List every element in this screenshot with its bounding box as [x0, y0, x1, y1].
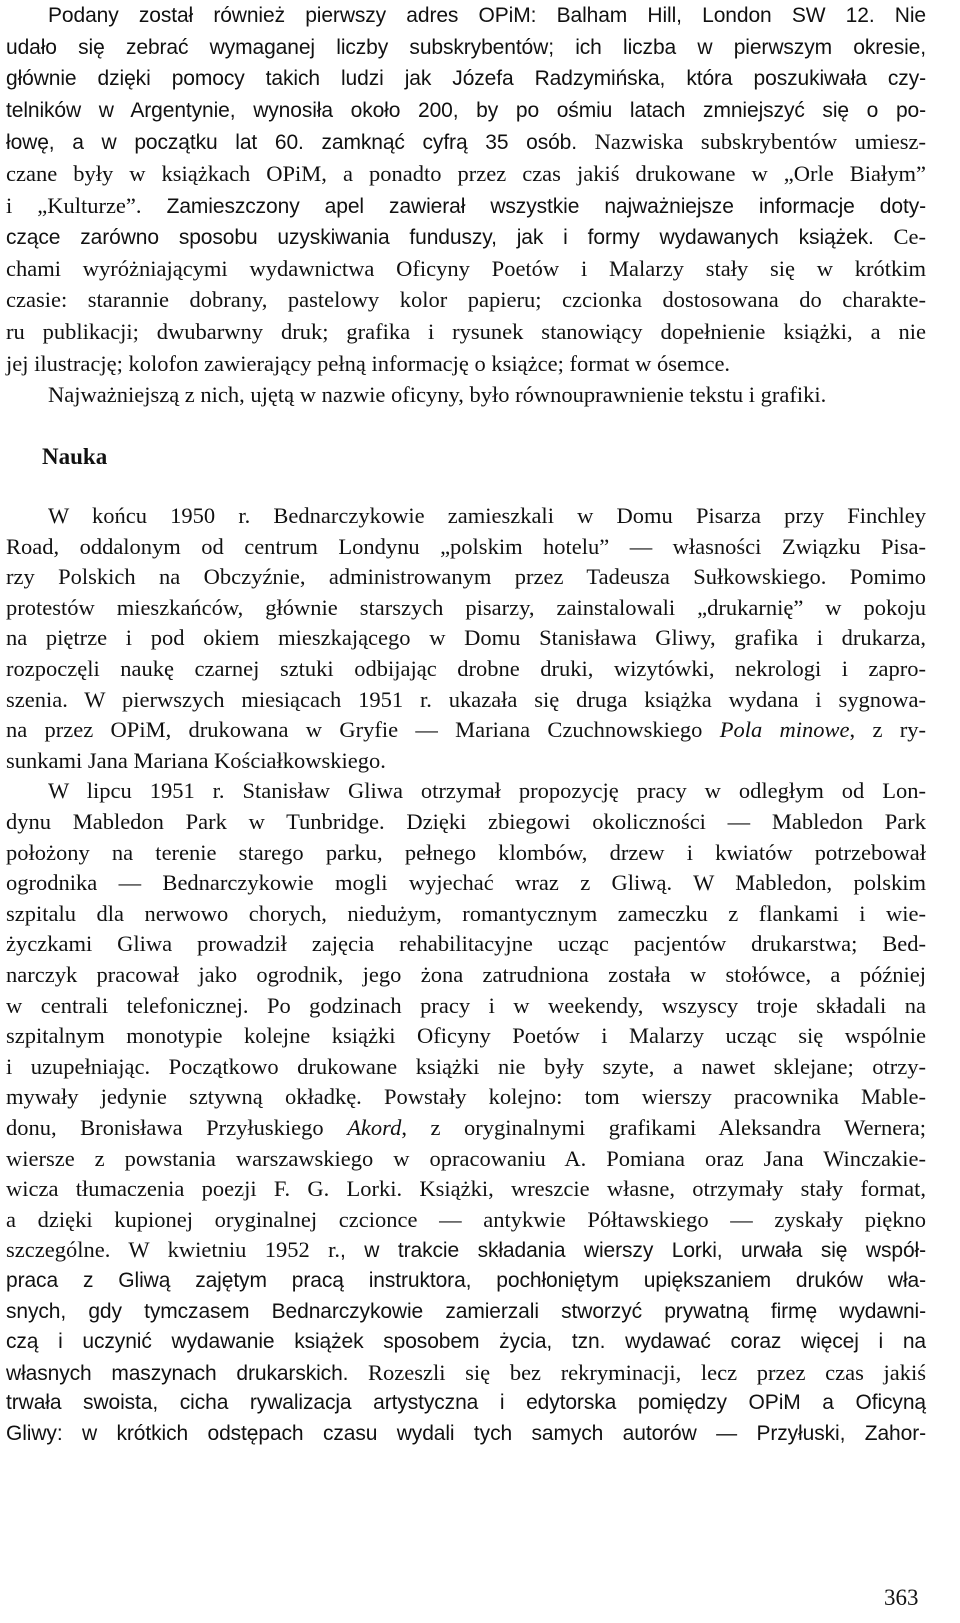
text-run: i „Kulturze”.: [6, 192, 142, 218]
text-run: telników w Argentynie, wynosiła około 200, by po ośmiu latach zmniejszyć się o po-: [6, 98, 926, 122]
text-line: [6, 1143, 926, 1174]
text-run: szpitalu dla nerwowo chorych, niedużym, romantycznym zameczku z flankami i wie-: [6, 900, 926, 926]
text-line: [6, 379, 926, 410]
text-run: trwała swoista, cicha rywalizacja artystyczna i edytorska pomiędzy OPiM a Oficyną: [6, 1391, 926, 1415]
text-line: [6, 1234, 926, 1265]
text-line: [6, 775, 926, 806]
text-run: Podany został również pierwszy adres OPiM: Balham Hill, London SW 12. Nie: [48, 4, 926, 27]
text-run: protestów mieszkańców, głównie starszych pisarzy, zainstalowali „drukarnię” w pokoju: [6, 594, 926, 620]
text-run: mywały jedynie sztywną okładkę. Powstały kolejno: tom wierszy pracownika Mable-: [6, 1084, 926, 1110]
text-run: rozpoczęli naukę czarnej sztuki odbijając drobne druki, wizytówki, nekrologi i zapro-: [6, 656, 926, 681]
text-run: Road, oddalonym od centrum Londynu „polskim hotelu” — własności Związku Pisa-: [6, 533, 926, 559]
text-line: [6, 1418, 926, 1449]
text-run: chami wyróżniającymi wydawnictwa Oficyny Poetów i Malarzy stały się w krótkim: [6, 255, 926, 281]
text-run: ogrodnika — Bednarczykowie mogli wyjechać wraz z Gliwą. W Mabledon, polskim: [6, 870, 926, 896]
text-line: [6, 32, 926, 63]
text-run: głównie dzięki pomocy takich ludzi jak Józefa Radzymińska, która poszukiwała czy-: [6, 67, 926, 91]
text-line: [6, 531, 926, 562]
text-line: [6, 990, 926, 1021]
text-run: czane były w książkach OPiM, a ponadto przez czas jakiś drukowane w „Orle Białym”: [6, 161, 926, 186]
text-line: [6, 653, 926, 684]
text-run: , z oryginalnymi grafikami Aleksandra Wernera;: [401, 1115, 926, 1140]
text-run: wiersze z powstania warszawskiego w opracowaniu A. Pomiana oraz Jana Winczakie-: [6, 1145, 926, 1171]
text-line: [6, 898, 926, 929]
text-run: własnych maszynach drukarskich.: [6, 1361, 349, 1385]
text-line: [6, 714, 926, 745]
text-line: [6, 1357, 926, 1388]
text-run: i uzupełniając. Początkowo drukowane książki nie były szyte, a nawet sklejane; otrzy-: [6, 1053, 926, 1079]
section-heading: Nauka: [42, 444, 108, 469]
text-run: Rozeszli się bez rekryminacji, lecz przez czas jakiś: [348, 1359, 926, 1385]
text-run: W końcu 1950 r.: [48, 503, 251, 528]
text-run: na przez OPiM, drukowana w Gryfie — Mariana Czuchnowskiego: [6, 717, 720, 743]
text-line: [6, 1265, 926, 1296]
text-line: [6, 622, 926, 653]
text-line: [6, 592, 926, 623]
text-line: [6, 1112, 926, 1143]
text-run: jej ilustrację; kolofon zawierający pełną informację o książce; format w ósemce.: [6, 350, 731, 376]
text-run: Nazwiska subskrybentów umiesz-: [577, 129, 926, 155]
text-run: życzkami Gliwa prowadził zajęcia rehabilitacyjne ucząc pacjentów drukarstwa; Bed-: [6, 931, 926, 957]
text-run: , z ry-: [849, 717, 926, 743]
text-line: [6, 1173, 926, 1204]
text-line: [6, 126, 926, 157]
text-line: [6, 500, 926, 531]
text-line: [6, 253, 926, 284]
text-line: [6, 284, 926, 315]
text-run: sunkami Jana Mariana Kościałkowskiego.: [6, 747, 386, 773]
text-run: ru publikacji; dwubarwny druk; grafika i rysunek stanowiący dopełnienie książki, a nie: [6, 319, 926, 344]
italic-title: Pola minowe: [719, 717, 850, 743]
text-line: [6, 1204, 926, 1235]
text-run: w centrali telefonicznej. Po godzinach pracy i w weekendy, wszyscy troje składali na: [6, 992, 926, 1018]
text-line: [6, 867, 926, 898]
text-line: [6, 561, 926, 592]
text-line: [6, 221, 926, 252]
text-run: szpitalnym monotypie kolejne książki Oficyny Poetów i Malarzy ucząc się wspólnie: [6, 1023, 926, 1049]
text-line: [6, 1387, 926, 1418]
text-run: szenia. W pierwszych miesiącach 1951 r. ukazała się druga książka wydana i sygnowa-: [6, 686, 926, 712]
text-run: udało się zebrać wymaganej liczby subskrybentów; ich liczba w pierwszym okresie,: [6, 35, 926, 59]
text-line: [6, 0, 926, 31]
text-line: [6, 1051, 926, 1082]
text-run: łowę, a w początku lat 60. zamknąć cyfrą 35 osób.: [6, 131, 577, 155]
text-run: rzy Polskich na Obczyźnie, administrowanym przez Tadeusza Sułkowskiego. Pomimo: [6, 564, 926, 590]
text-run: praca z Gliwą zajętym pracą instruktora, pochłoniętym upiększaniem druków wła-: [6, 1269, 926, 1292]
text-line: [6, 1326, 926, 1357]
text-run: szczególne. W kwietniu 1952 r.: [6, 1237, 341, 1263]
text-run: W lipcu 1951 r. Stanisław Gliwa otrzymał propozycję pracy w odległym od Lon-: [48, 778, 926, 804]
text-line: [6, 928, 926, 959]
text-run: Zamieszczony apel zawierał wszystkie najważniejsze informacje doty-: [141, 194, 926, 218]
text-line: [6, 806, 926, 837]
text-run: a dzięki kupionej oryginalnej czcionce — antykwie Półtawskiego — zyskały piękno: [6, 1206, 926, 1232]
text-run: dynu Mabledon Park w Tunbridge. Dzięki zbiegowi okoliczności — Mabledon Park: [6, 809, 926, 834]
italic-title: Akord: [347, 1115, 402, 1140]
text-line: [6, 316, 926, 347]
text-line: [6, 837, 926, 868]
text-run: Ce-: [873, 224, 926, 250]
text-line: [6, 190, 926, 221]
text-run: Najważniejszą z nich, ujętą w nazwie oficyny, było równouprawnienie tekstu i grafiki.: [48, 382, 827, 408]
text-run: snych, gdy tymczasem Bednarczykowie zamierzali stworzyć prywatną firmę wydawni-: [6, 1299, 926, 1323]
text-line: [6, 959, 926, 990]
text-line: [6, 745, 926, 776]
text-line: [6, 95, 926, 126]
text-run: narczyk pracował jako ogrodnik, jego żona zatrudniona została w stołówce, a później: [6, 962, 926, 987]
text-line: [6, 1296, 926, 1327]
text-line: [6, 1020, 926, 1051]
text-line: [6, 348, 926, 379]
text-run: Bednarczykowie zamieszkali w Domu Pisarza przy Finchley: [250, 503, 926, 528]
text-run: wicza tłumaczenia poezji F. G. Lorki. Książki, wreszcie własne, otrzymały stały format,: [6, 1176, 926, 1202]
text-line: [6, 1081, 926, 1112]
text-run: czące zarówno sposobu uzyskiwania funduszy, jak i formy wydawanych książek.: [6, 226, 874, 250]
page-number: 363: [884, 1585, 919, 1610]
text-line: [6, 158, 926, 189]
text-run: , w trakcie składania wierszy Lorki, urwała się współ-: [340, 1239, 926, 1263]
text-run: czą i uczynić wydawanie książek sposobem życia, tzn. wydawać coraz więcej i na: [6, 1330, 926, 1354]
text-run: na piętrze i pod okiem mieszkającego w Domu Stanisława Gliwy, grafika i drukarza,: [6, 625, 926, 651]
text-run: położony na terenie starego parku, pełnego klombów, drzew i kwiatów potrzebował: [6, 839, 926, 865]
text-run: donu, Bronisława Przyłuskiego: [6, 1115, 348, 1140]
text-run: Gliwy: w krótkich odstępach czasu wydali tych samych autorów — Przyłuski, Zahor-: [6, 1422, 926, 1445]
text-run: czasie: starannie dobrany, pastelowy kolor papieru; czcionka dostosowana do charakte-: [6, 287, 926, 313]
text-line: [6, 684, 926, 715]
text-line: [6, 63, 926, 94]
